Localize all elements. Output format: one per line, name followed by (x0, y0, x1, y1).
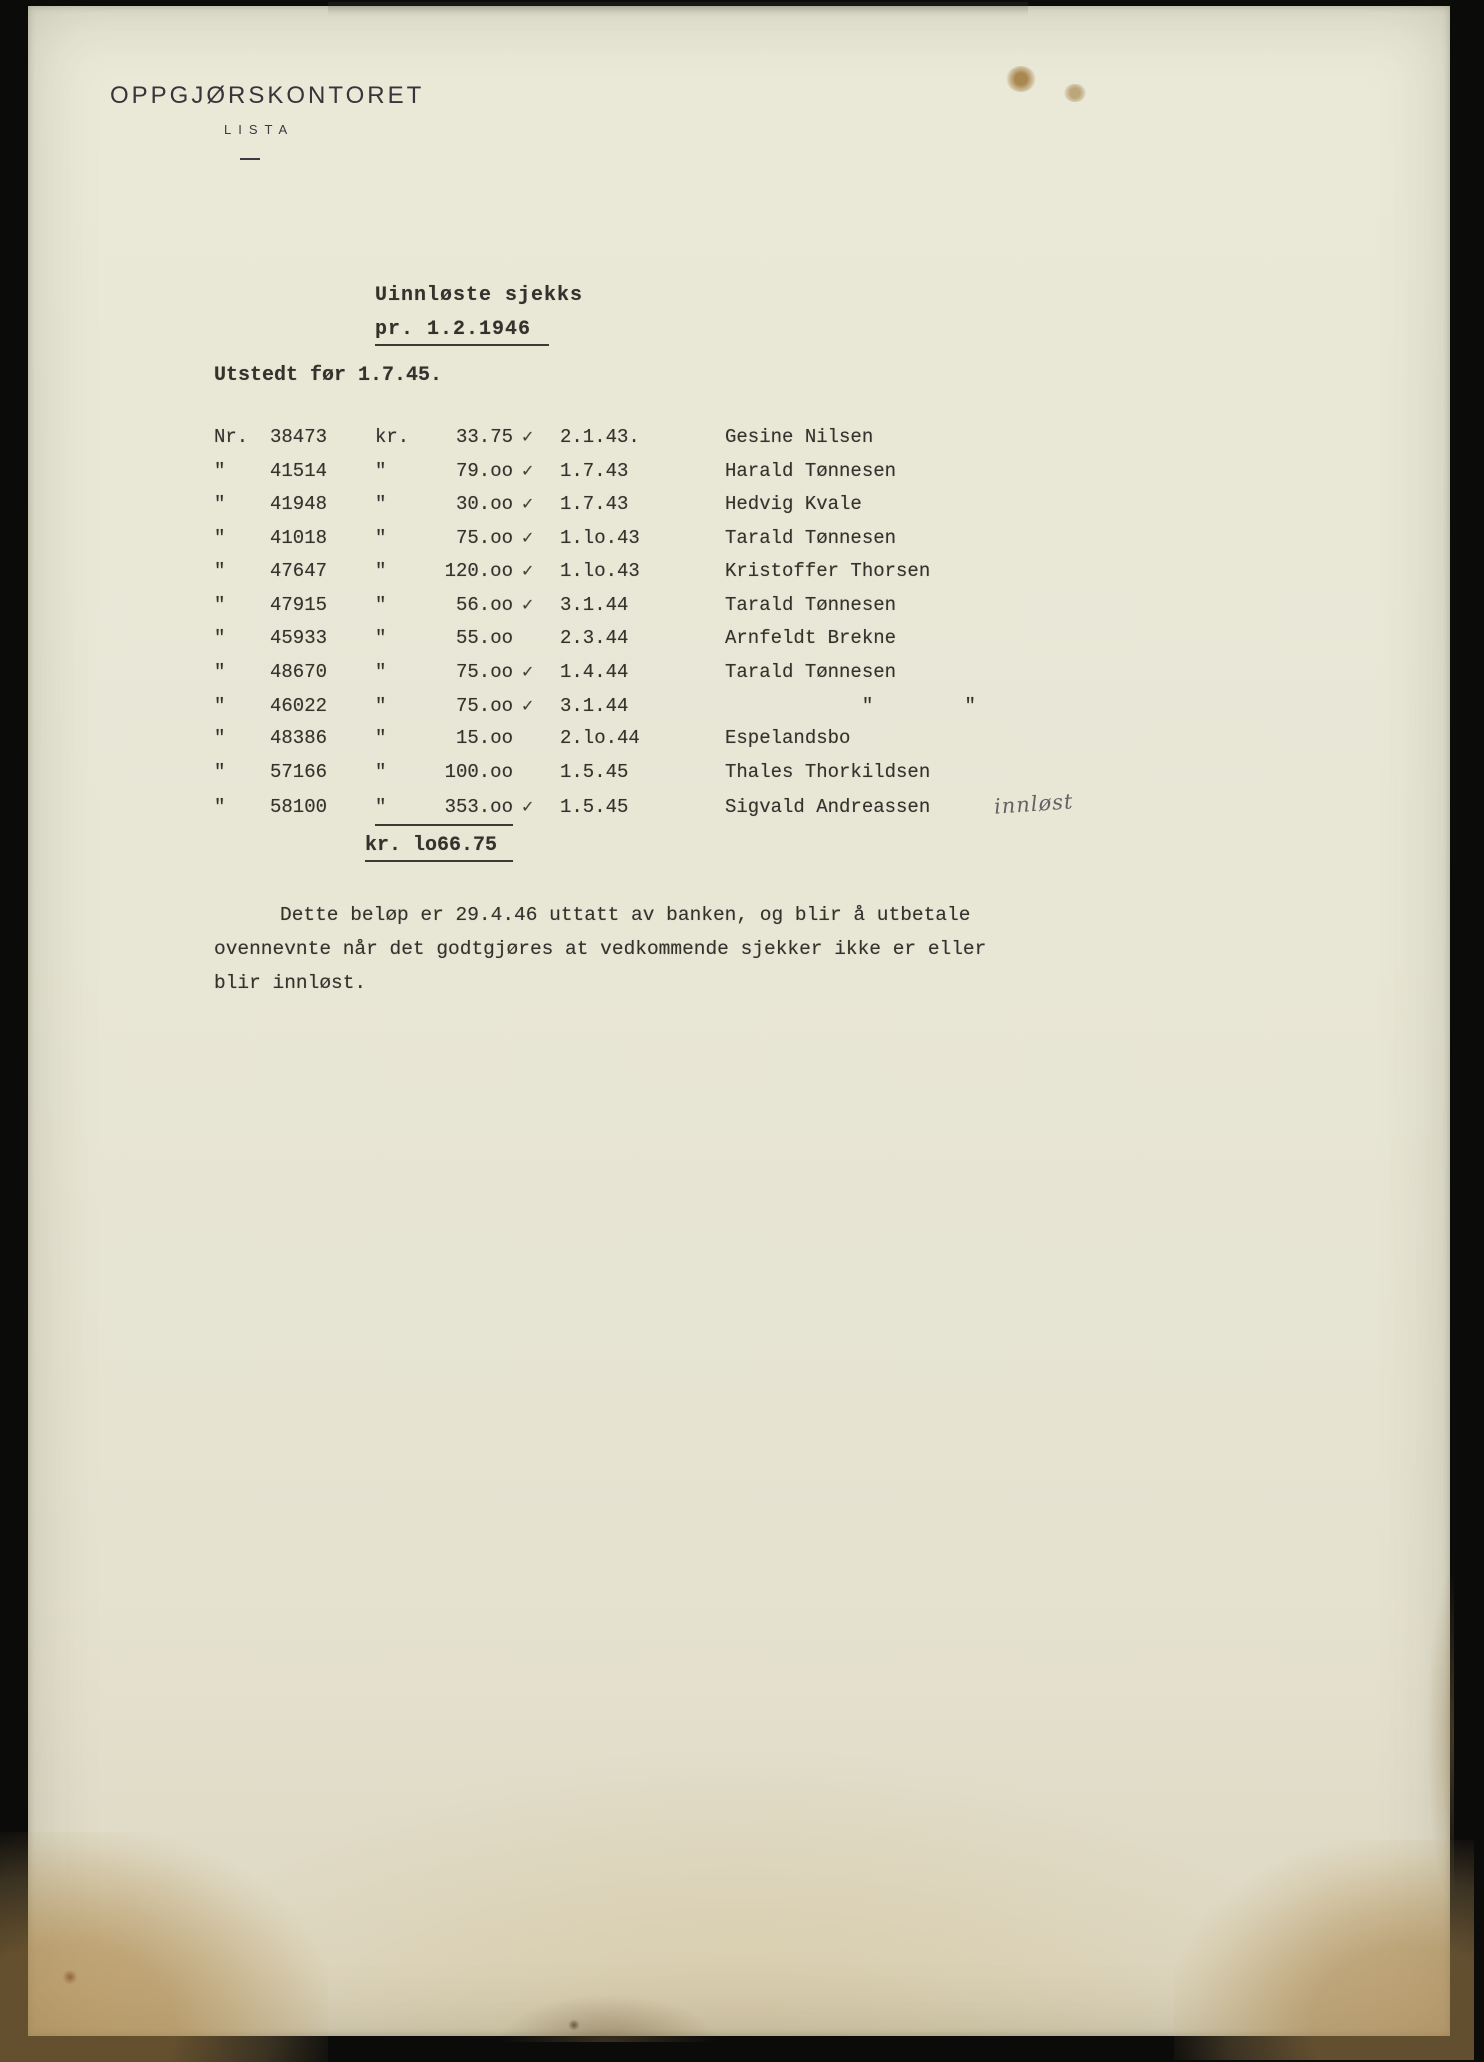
date: 1.lo.43 (560, 560, 640, 583)
nr-label: " (214, 593, 226, 616)
stain-bottom-middle (498, 1994, 718, 2042)
cheque-number: 38473 (270, 426, 328, 448)
total-amount: kr. lo66.75 (365, 834, 513, 862)
amount: 75.oo (455, 694, 513, 717)
checkmark: ✓ (521, 662, 535, 682)
amount: 120.oo (444, 560, 513, 583)
payee-name: Tarald Tønnesen (725, 526, 897, 549)
kr-label: " (375, 661, 387, 684)
kr-label: " (375, 593, 387, 616)
kr-label: " (375, 760, 387, 783)
stain-bottom-right (1174, 1840, 1474, 2060)
table-row (214, 622, 976, 656)
letterhead-rule (240, 158, 260, 160)
date: 1.7.43 (560, 459, 629, 482)
table-row (214, 689, 976, 723)
amount: 79.oo (455, 459, 513, 482)
cheque-number: 45933 (270, 626, 328, 649)
payee-name: Arnfeldt Brekne (725, 626, 897, 649)
cheque-number: 58100 (270, 795, 328, 818)
date: 1.7.43 (560, 493, 629, 516)
table-row (214, 756, 976, 790)
date: 1.5.45 (560, 760, 629, 783)
date: 3.1.44 (560, 694, 629, 717)
cheque-number: 41514 (270, 459, 328, 482)
closing-note: Dette beløp er 29.4.46 uttatt av banken, og blir å utbetale ovennevnte når det godtgjøres at vedkommende sjekker ikke er eller blir innløst. (214, 904, 987, 994)
payee-name: Thales Thorkildsen (725, 760, 931, 783)
stain-bottom-left-dot (62, 1970, 78, 1984)
nr-label: " (214, 727, 226, 750)
date: 2.3.44 (560, 626, 629, 649)
amount: 15.oo (455, 727, 513, 750)
date: 2.1.43. (560, 426, 640, 448)
checkmark: ✓ (521, 561, 535, 581)
nr-label: " (214, 661, 226, 684)
amount: 100.oo (444, 760, 513, 783)
amount: 75.oo (455, 661, 513, 684)
table-row (214, 420, 976, 454)
stain-right-edge (1428, 1576, 1454, 1896)
nr-label: " (214, 459, 226, 482)
cheque-number: 48386 (270, 727, 328, 750)
checkmark: ✓ (521, 527, 535, 547)
cheque-number: 47915 (270, 593, 328, 616)
nr-label: " (214, 626, 226, 649)
table-row (214, 655, 976, 689)
date: 3.1.44 (560, 593, 629, 616)
cheque-table (214, 420, 976, 823)
nr-label: Nr. (214, 426, 249, 448)
date: 1.lo.43 (560, 526, 640, 549)
table-row (214, 790, 976, 824)
kr-label: " (375, 526, 387, 549)
nr-label: " (214, 694, 226, 717)
stain-bottom-left (0, 1832, 328, 2062)
kr-label: " (375, 626, 387, 649)
nr-label: " (214, 795, 226, 818)
kr-label: " (375, 791, 418, 827)
document-title-line1: Uinnløste sjekks (375, 284, 584, 307)
nr-label: " (214, 493, 226, 516)
cheque-number: 41018 (270, 526, 328, 549)
table-row (214, 588, 976, 622)
payee-name: Espelandsbo (725, 727, 851, 750)
nr-label: " (214, 526, 226, 549)
nr-label: " (214, 560, 226, 583)
amount: 56.oo (455, 593, 513, 616)
kr-label: " (375, 459, 387, 482)
cheque-number: 47647 (270, 560, 328, 583)
amount: 353.oo (418, 791, 513, 827)
amount: 75.oo (455, 526, 513, 549)
checkmark: ✓ (521, 427, 535, 446)
checkmark: ✓ (521, 695, 535, 715)
amount: 33.75 (455, 426, 513, 448)
stain-top-right-large (1006, 66, 1036, 92)
table-row (214, 722, 976, 756)
checkmark: ✓ (521, 460, 535, 480)
document-page (28, 6, 1450, 2036)
stain-top-right-small (1064, 84, 1086, 102)
kr-label: " (375, 560, 387, 583)
date: 2.lo.44 (560, 727, 640, 750)
cheque-number: 41948 (270, 493, 328, 516)
cheque-number: 57166 (270, 760, 328, 783)
date: 1.4.44 (560, 661, 629, 684)
cheque-number: 46022 (270, 694, 328, 717)
kr-label: " (375, 727, 387, 750)
document-subtitle: Utstedt før 1.7.45. (214, 364, 443, 387)
amount: 30.oo (455, 493, 513, 516)
payee-name: Kristoffer Thorsen (725, 560, 931, 583)
amount: 55.oo (455, 626, 513, 649)
checkmark: ✓ (521, 796, 535, 816)
payee-name: Sigvald Andreassen (725, 795, 931, 818)
payee-name: Tarald Tønnesen (725, 593, 897, 616)
payee-name: Gesine Nilsen (725, 426, 874, 448)
payee-name: Harald Tønnesen (725, 459, 897, 482)
kr-label: kr. (375, 426, 410, 448)
handwritten-annotation: innløst (993, 789, 1075, 819)
document-title-line2: pr. 1.2.1946 (375, 318, 549, 346)
checkmark: ✓ (521, 494, 535, 514)
letterhead-place: LISTA (224, 122, 295, 137)
date: 1.5.45 (560, 795, 629, 818)
checkmark: ✓ (521, 594, 535, 614)
table-row (214, 554, 976, 588)
cheque-number: 48670 (270, 661, 328, 684)
letterhead-org-name: OPPGJØRSKONTORET (110, 82, 425, 109)
payee-name: Hedvig Kvale (725, 493, 862, 516)
table-row (214, 454, 976, 488)
payee-name: Tarald Tønnesen (725, 661, 897, 684)
kr-label: " (375, 493, 387, 516)
stain-bottom-dot (568, 2020, 580, 2030)
kr-label: " (375, 694, 387, 717)
scan-shadow-top-edge (328, 2, 1028, 16)
table-row (214, 521, 976, 555)
payee-name-ditto: " " (725, 694, 976, 717)
nr-label: " (214, 760, 226, 783)
table-row (214, 487, 976, 521)
